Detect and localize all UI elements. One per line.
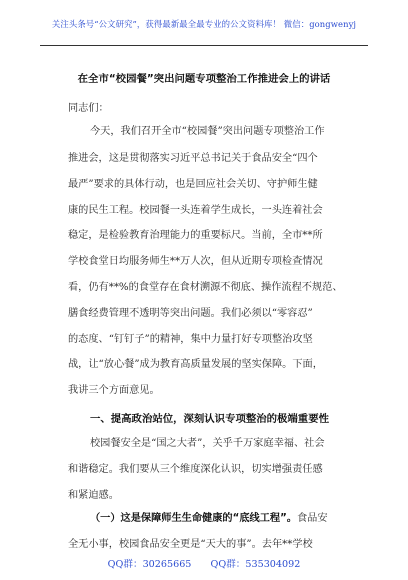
paragraph-line: 校园餐安全是“国之大者”，关乎千万家庭幸福、社会 — [90, 438, 325, 449]
paragraph-line: 稳定，是检验教育治理能力的重要标尺。当前，全市**所 — [68, 230, 323, 241]
paragraph-line: 全无小事，校园食品安全更是“天大的事”。去年**学校 — [68, 539, 313, 550]
footer-qq-group-1: QQ群：30265665 — [107, 559, 192, 570]
subsection-line — [90, 512, 328, 526]
salutation: 同志们： — [68, 103, 109, 114]
subsection-heading: （一）这是保障师生生命健康的“底线工程”。 — [90, 513, 297, 524]
paragraph-line: 最严”要求的具体行动，也是回应社会关切、守护师生健 — [68, 179, 318, 190]
section-heading: 一、提高政治站位，深刻认识专项整治的极端重要性 — [90, 413, 329, 425]
paragraph-line: 康的民生工程。校园餐一头连着学生成长，一头连着社会 — [68, 205, 323, 216]
subsection-text: 食品安 — [296, 513, 328, 524]
paragraph-line: 的态度、“钉钉子”的精神，集中力量打好专项整治攻坚 — [68, 334, 313, 345]
paragraph-line: 学校食堂日均服务师生**万人次，但从近期专项检查情况 — [68, 256, 323, 267]
paragraph-line: 看，仍有**%的食堂存在食材溯源不彻底、操作流程不规范、 — [68, 282, 343, 293]
footer — [0, 556, 408, 570]
header-banner: 关注头条号“公文研究”，获得最新最全最专业的公文资料库！ 微信：gongwenyj — [51, 19, 357, 29]
footer-qq-group-2: QQ群：535304092 — [210, 559, 301, 570]
paragraph-line: 和紧迫感。 — [68, 490, 119, 501]
paragraph-line: 膳食经费管理不透明等突出问题。我们必须以“零容忍” — [68, 308, 313, 319]
header-divider — [40, 45, 368, 46]
paragraph-line: 我讲三个方面意见。 — [68, 385, 160, 396]
paragraph-line: 推进会，这是贯彻落实习近平总书记关于食品安全“四个 — [68, 153, 318, 164]
paragraph-line: 和谐稳定。我们要从三个维度深化认识，切实增强责任感 — [68, 464, 323, 475]
paragraph-line: 战，让“放心餐”成为教育高质量发展的坚实保障。下面， — [68, 359, 323, 370]
paragraph-line: 今天，我们召开全市“校园餐”突出问题专项整治工作 — [90, 126, 325, 137]
document-title: 在全市“校园餐”突出问题专项整治工作推进会上的讲话 — [77, 73, 331, 85]
